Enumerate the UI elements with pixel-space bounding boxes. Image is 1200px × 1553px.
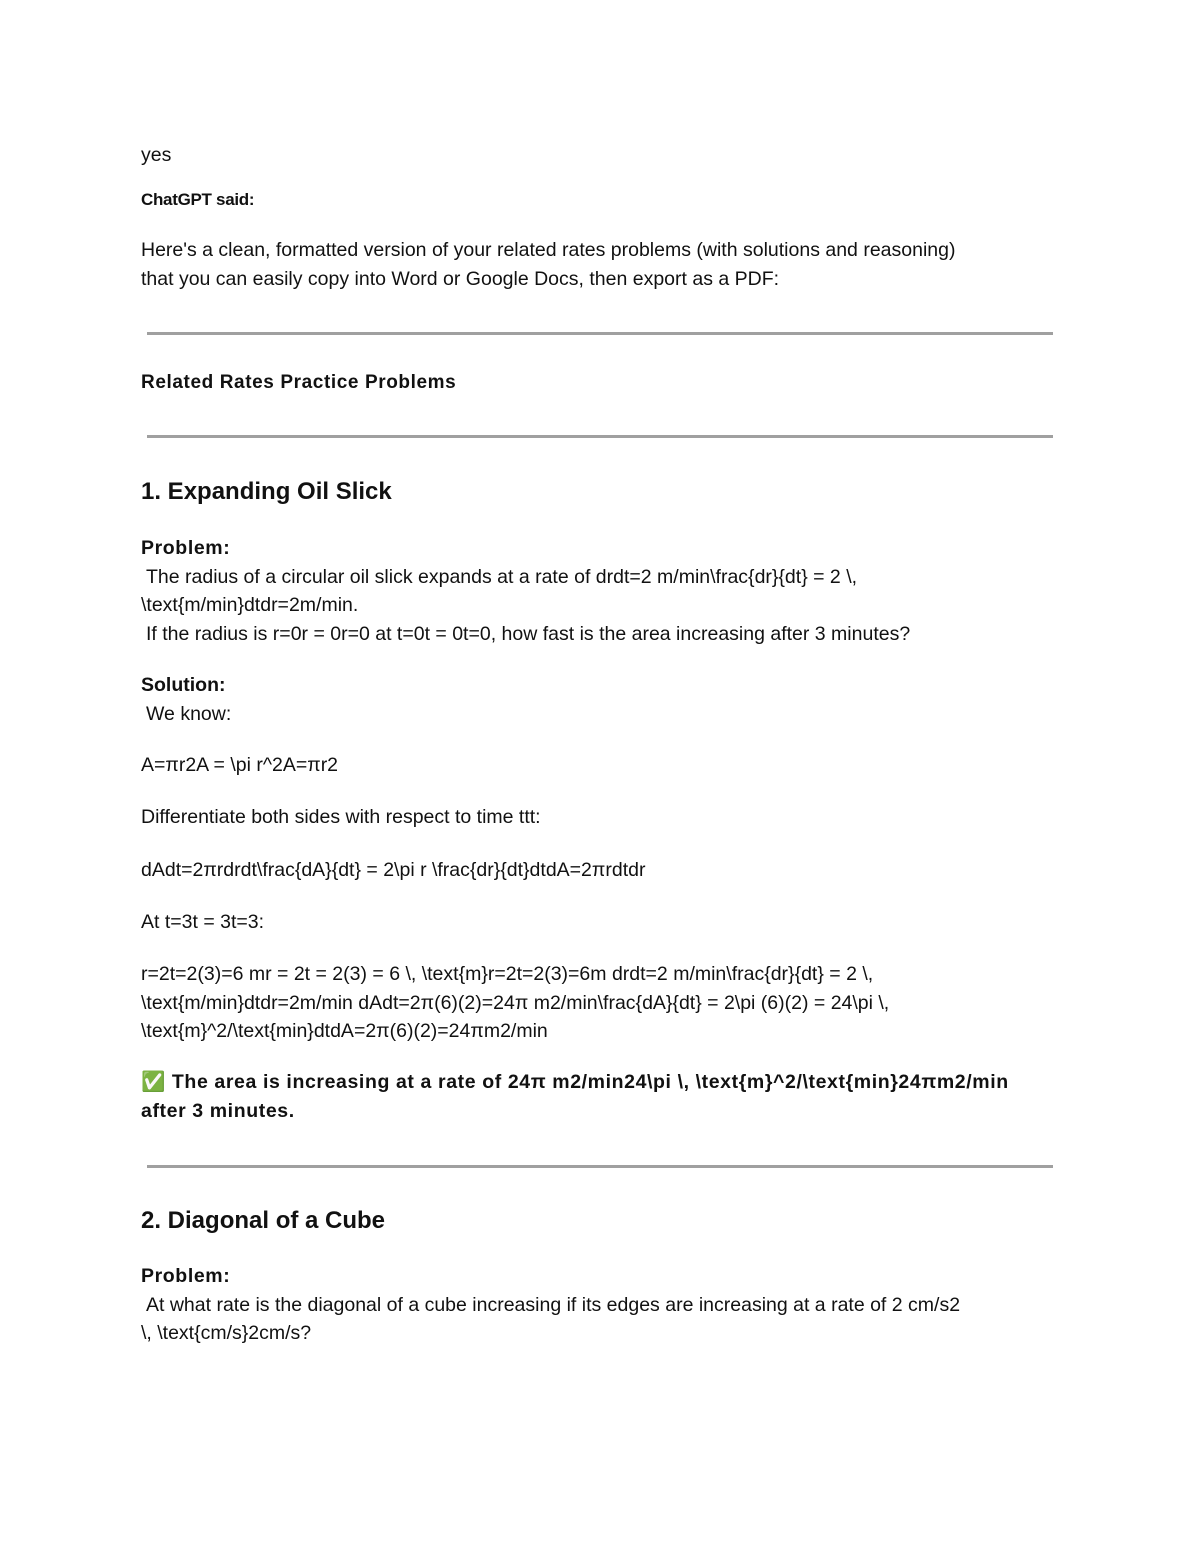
doc-title [141,369,1061,398]
problem2-heading [141,1206,1061,1236]
problem1-label: Problem: [141,537,231,559]
differentiate-step [141,803,1061,832]
answer-line-2: after 3 minutes. [141,1099,295,1122]
equation-area-text: A=πr2A = \pi r^2A=πr2 [141,754,339,776]
problem2-line-1: At what rate is the diagonal of a cube increasing if its edges are increasing at a rate of 2 cm/s2 [146,1293,961,1316]
horizontal-rule-2 [147,435,1053,438]
answer-line-1 [141,1068,1061,1097]
at-time-step [141,908,1061,937]
problem1-line-2: \text{m/min}dtdr=2m/min. [141,594,359,616]
calculation-block [141,960,1061,1046]
problem1-heading-text: 1. Expanding Oil Slick [141,478,392,505]
calc-line-3: \text{m}^2/\text{min}dtdA=2π(6)(2)=24πm2/min [141,1020,548,1042]
calc-line-1: r=2t=2(3)=6 mr = 2t = 2(3) = 6 \, \text{m}r=2t=2(3)=6m drdt=2 m/min\frac{dr}{dt} = 2 \, [141,963,874,985]
user-message [141,141,1061,170]
doc-title-text: Related Rates Practice Problems [141,372,457,393]
problem2-label: Problem: [141,1265,231,1287]
problem2-body [141,1262,1061,1348]
calc-line-2: \text{m/min}dtdr=2m/min dAdt=2π(6)(2)=24π m2/min\frac{dA}{dt} = 2\pi (6)(2) = 24\pi \, [141,991,890,1014]
problem2-line-2: \, \text{cm/s}2cm/s? [141,1322,312,1344]
solution1-header [141,671,1061,728]
lead-paragraph [141,236,1061,293]
problem1-body [141,534,1061,648]
problem2-heading-text: 2. Diagonal of a Cube [141,1207,386,1234]
check-mark-icon: ✅ [141,1071,166,1093]
equation-area [141,751,1061,780]
lead-line-2: that you can easily copy into Word or Google Docs, then export as a PDF: [141,267,780,290]
user-message-text: yes [141,144,172,166]
at-time-text: At t=3t = 3t=3: [141,911,265,933]
lead-line-1: Here's a clean, formatted version of your related rates problems (with solutions and reasoning) [141,239,956,261]
speaker-label [141,188,1061,212]
differentiate-text: Differentiate both sides with respect to time ttt: [141,806,541,828]
horizontal-rule-1 [147,332,1053,335]
equation-derivative [141,856,1061,885]
answer-line-1-text: The area is increasing at a rate of 24π m2/min24\pi \, \text{m}^2/\text{min}24πm2/min [171,1071,1009,1093]
equation-derivative-text: dAdt=2πrdrdt\frac{dA}{dt} = 2\pi r \frac{dr}{dt}dtdA=2πrdtdr [141,859,646,881]
solution1-label: Solution: [141,674,226,696]
horizontal-rule-3 [147,1165,1053,1168]
answer-block [141,1068,1061,1125]
speaker-text: ChatGPT said: [141,190,255,209]
problem1-line-3: If the radius is r=0r = 0r=0 at t=0t = 0t=0, how fast is the area increasing after 3 minutes? [146,622,911,645]
problem1-line-1: The radius of a circular oil slick expands at a rate of drdt=2 m/min\frac{dr}{dt} = 2 \, [146,565,858,588]
solution1-intro: We know: [146,702,232,725]
problem1-heading [141,477,1061,507]
